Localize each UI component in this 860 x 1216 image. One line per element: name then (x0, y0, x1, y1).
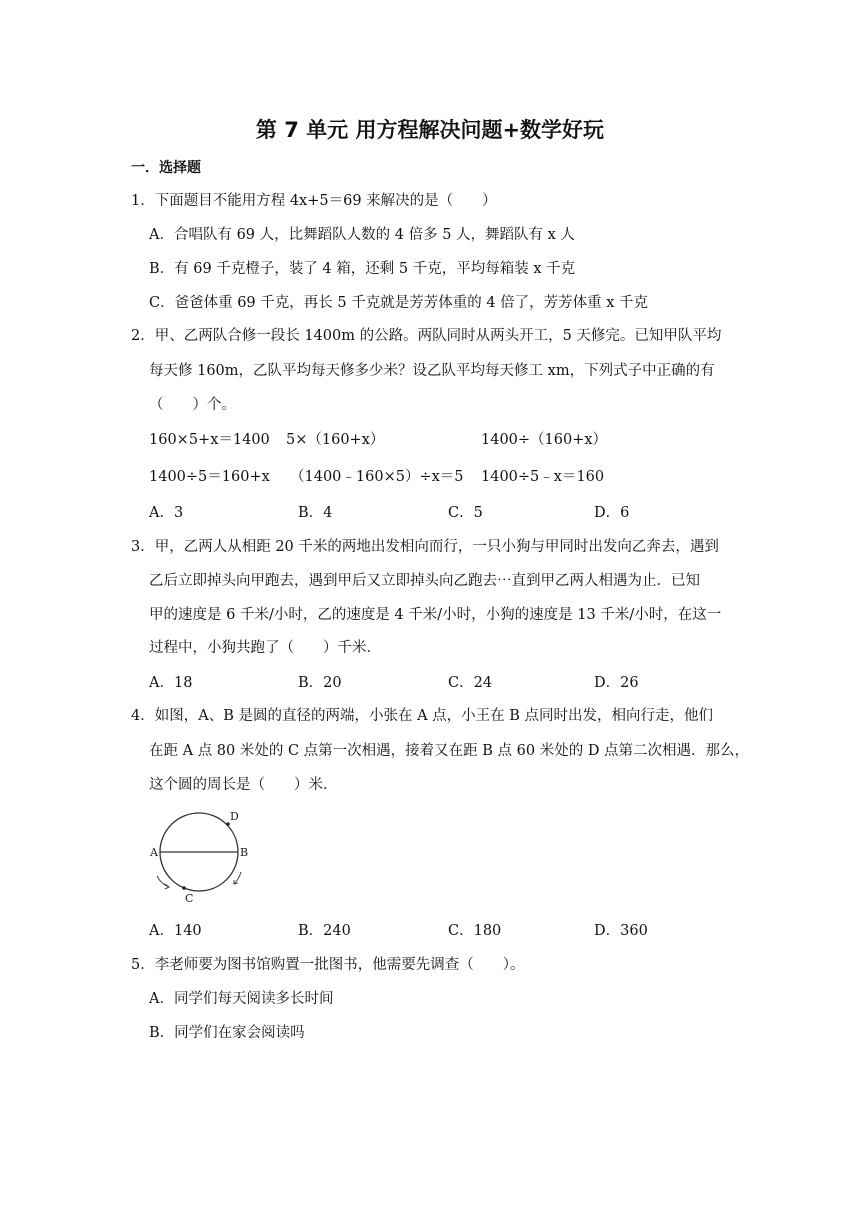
question-1-option-c: C．爸爸体重 69 千克，再长 5 千克就是芳芳体重的 4 倍了，芳芳体重 x 千克 (149, 295, 649, 311)
equation-6: 1400÷5﹣x＝160 (481, 469, 605, 485)
section-heading: 一．选择题 (131, 160, 201, 176)
question-4-option-b: B．240 (298, 923, 351, 939)
question-3-line-4: 过程中，小狗共跑了（ ）千米． (149, 640, 381, 656)
question-2-option-c: C．5 (448, 505, 483, 521)
point-c-dot (182, 886, 186, 890)
question-4-option-c: C．180 (448, 923, 502, 939)
question-3-option-a: A．18 (149, 675, 193, 691)
question-2-line-1: 2．甲、乙两队合修一段长 1400m 的公路。两队同时从两头开工，5 天修完。已知甲队平均 (131, 328, 722, 344)
question-2-option-d: D．6 (594, 505, 630, 521)
question-4-option-a: A．140 (149, 923, 202, 939)
equation-2: 5×（160+x） (286, 432, 385, 448)
question-3-option-c: C．24 (448, 675, 493, 691)
question-3-option-d: D．26 (594, 675, 639, 691)
point-b-label: B (240, 846, 249, 859)
page-title: 第 7 单元 用方程解决问题+数学好玩 (255, 118, 605, 142)
question-4-line-3: 这个圆的周长是（ ）米． (149, 777, 338, 793)
point-d-label: D (230, 810, 239, 823)
question-1-option-a: A．合唱队有 69 人，比舞蹈队人数的 4 倍多 5 人，舞蹈队有 x 人 (149, 227, 575, 243)
question-3-line-1: 3．甲，乙两人从相距 20 千米的两地出发相向而行，一只小狗与甲同时出发向乙奔去，遇到 (131, 539, 719, 555)
equation-5: （1400﹣160×5）÷x＝5 (290, 469, 464, 485)
question-4-line-2: 在距 A 点 80 米处的 C 点第一次相遇，接着又在距 B 点 60 米处的 D 点第二次相遇．那么， (149, 743, 750, 759)
equation-1: 160×5+x＝1400 (149, 432, 270, 448)
question-5-option-a: A．同学们每天阅读多长时间 (149, 991, 334, 1007)
equation-4: 1400÷5＝160+x (149, 469, 270, 485)
question-4-line-1: 4．如图，A、B 是圆的直径的两端，小张在 A 点，小王在 B 点同时出发，相向行走，他们 (131, 708, 714, 724)
question-5-stem: 5．李老师要为图书馆购置一批图书，他需要先调查（ ）。 (131, 957, 525, 973)
question-4-option-d: D．360 (594, 923, 648, 939)
point-a-label: A (150, 846, 158, 859)
question-1-option-b: B．有 69 千克橙子，装了 4 箱，还剩 5 千克，平均每箱装 x 千克 (149, 261, 576, 277)
question-5-option-b: B．同学们在家会阅读吗 (149, 1025, 305, 1041)
question-3-line-2: 乙后立即掉头向甲跑去，遇到甲后又立即掉头向乙跑去⋯直到甲乙两人相遇为止．已知 (149, 573, 700, 589)
question-1-stem: 1．下面题目不能用方程 4x+5＝69 来解决的是（ ） (131, 193, 497, 209)
point-c-label: C (185, 892, 194, 905)
circle-diagram (145, 806, 265, 906)
question-2-option-a: A．3 (149, 505, 184, 521)
question-3-option-b: B．20 (298, 675, 342, 691)
question-2-option-b: B．4 (298, 505, 333, 521)
equation-3: 1400÷（160+x） (481, 432, 608, 448)
question-2-line-2: 每天修 160m，乙队平均每天修多少米？设乙队平均每天修工 xm，下列式子中正确的有 (149, 363, 715, 379)
arrow-b-to-c (234, 872, 241, 884)
question-2-line-3: （ ）个。 (149, 397, 236, 413)
question-3-line-3: 甲的速度是 6 千米/小时，乙的速度是 4 千米/小时，小狗的速度是 13 千米/小时，在这一 (149, 607, 722, 623)
